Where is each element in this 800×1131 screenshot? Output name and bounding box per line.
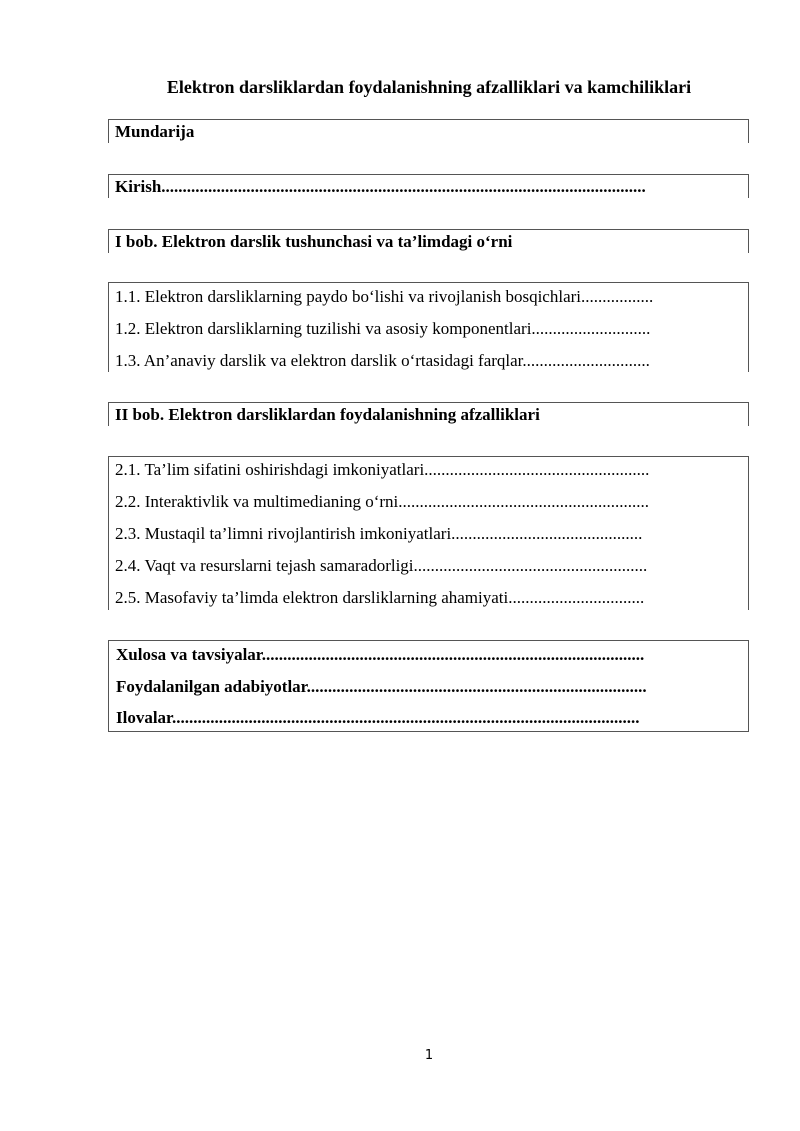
- chapter1-title[interactable]: I bob. Elektron darslik tushunchasi va ta’limdagi o‘rni: [115, 232, 513, 251]
- toc-entry-2-2[interactable]: 2.2. Interaktivlik va multimedianing o‘rni...........................................................: [115, 492, 650, 511]
- toc-entry-1-3[interactable]: 1.3. An’anaviy darslik va elektron darslik o‘rtasidagi farqlar..............................: [115, 351, 650, 370]
- toc-conclusion-entry[interactable]: Xulosa va tavsiyalar..........................................................................................: [116, 645, 645, 664]
- toc-entry-1-1[interactable]: 1.1. Elektron darsliklarning paydo bo‘lishi va rivojlanish bosqichlari.................: [115, 287, 654, 306]
- toc-entry-2-1[interactable]: 2.1. Ta’lim sifatini oshirishdagi imkoniyatlari.....................................................: [115, 460, 650, 479]
- toc-intro-box: [108, 174, 749, 198]
- toc-entry-2-5[interactable]: 2.5. Masofaviy ta’limda elektron darsliklarning ahamiyati................................: [115, 588, 645, 607]
- toc-entry-2-3[interactable]: 2.3. Mustaqil ta’limni rivojlantirish imkoniyatlari.............................................: [115, 524, 643, 543]
- chapter1-title-box: [108, 229, 749, 253]
- toc-heading: Mundarija: [115, 122, 195, 141]
- toc-intro-entry[interactable]: Kirish..................................................................................................................: [115, 177, 646, 196]
- chapter2-items-box: [108, 456, 749, 610]
- toc-appendices-entry[interactable]: Ilovalar..............................................................................................................: [116, 708, 640, 727]
- chapter2-title[interactable]: II bob. Elektron darsliklardan foydalanishning afzalliklari: [115, 405, 540, 424]
- toc-entry-2-4[interactable]: 2.4. Vaqt va resurslarni tejash samaradorligi.......................................................: [115, 556, 648, 575]
- page-number: 1: [424, 1048, 434, 1063]
- toc-references-entry[interactable]: Foydalanilgan adabiyotlar................................................................................: [116, 677, 647, 696]
- toc-entry-1-2[interactable]: 1.2. Elektron darsliklarning tuzilishi va asosiy komponentlari............................: [115, 319, 651, 338]
- toc-heading-box: [108, 119, 749, 143]
- closing-box: [108, 640, 749, 732]
- chapter2-title-box: [108, 402, 749, 426]
- document-title: Elektron darsliklardan foydalanishning afzalliklari va kamchiliklari: [166, 77, 692, 97]
- chapter1-items-box: [108, 282, 749, 372]
